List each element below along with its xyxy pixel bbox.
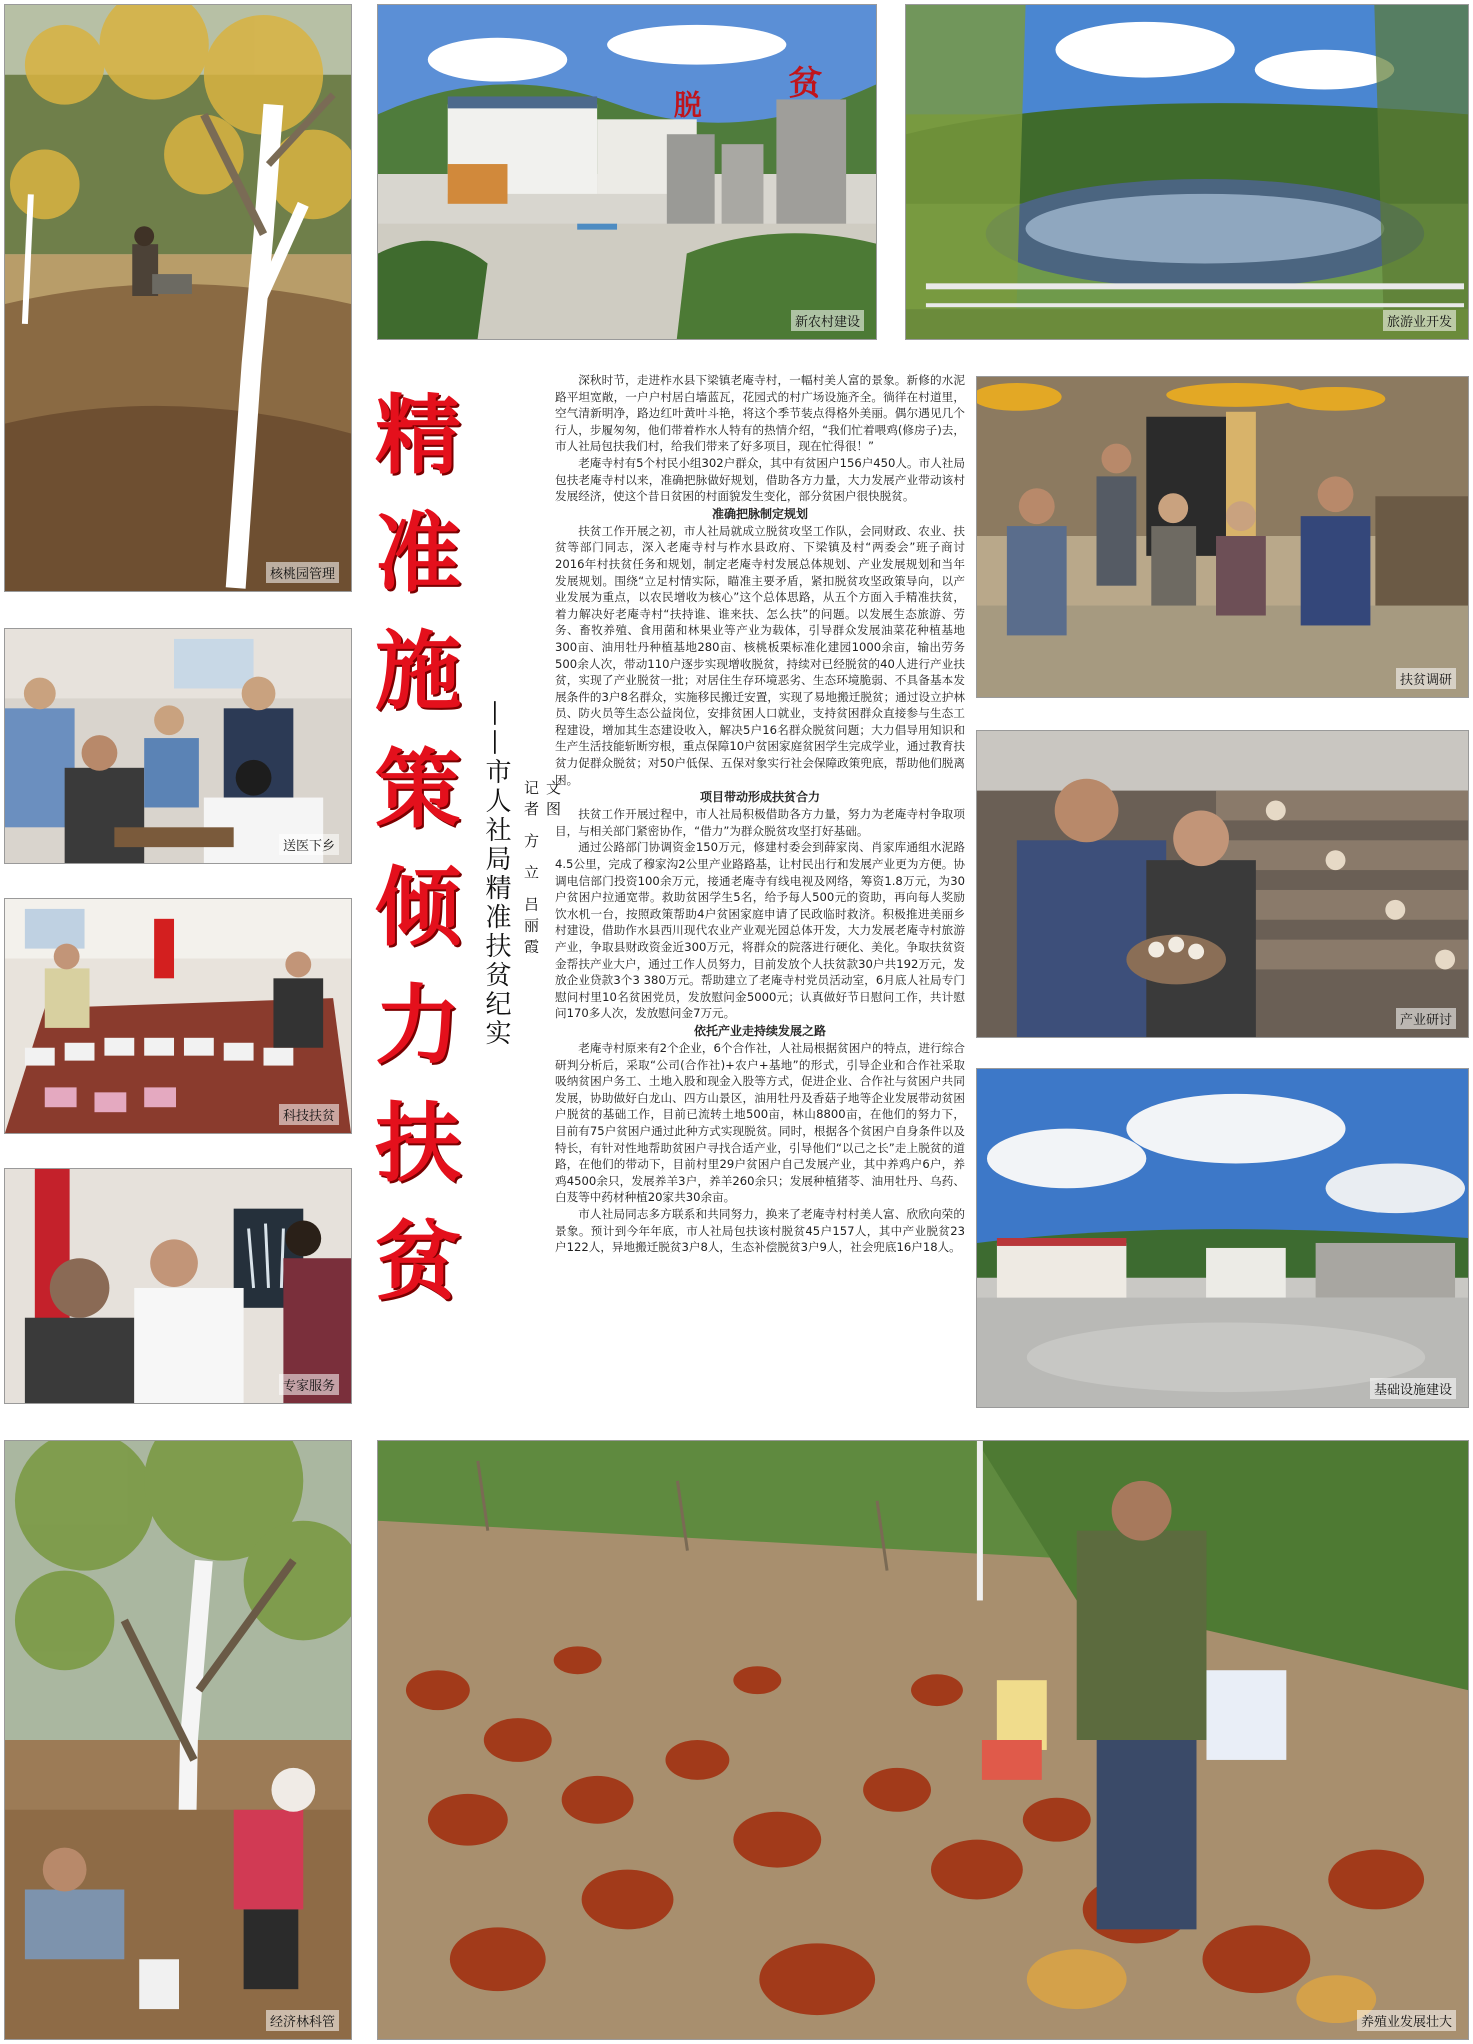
photo-economic-forest [4, 1440, 352, 2040]
photo-expert-service [4, 1168, 352, 1404]
caption-poultry: 养殖业发展壮大 [1357, 2010, 1456, 2031]
article-paragraph: 扶贫工作开展过程中，市人社局积极借助各方力量，努力为老庵寺村争取项目，与相关部门紧密协作，“借力”为群众脱贫攻坚打好基础。 [555, 807, 965, 838]
photo-poultry-farming [377, 1440, 1469, 2040]
mushroom-illustration [977, 731, 1468, 1037]
headline-char: 策 [375, 740, 461, 840]
article-body [555, 372, 965, 1402]
headline-char: 力 [375, 976, 461, 1076]
photo-industry-discussion [976, 730, 1469, 1038]
orchard-illustration [5, 5, 351, 591]
photo-orchard-management [4, 4, 352, 592]
caption-tech: 科技扶贫 [279, 1104, 339, 1125]
article-paragraph: 市人社局同志多方联系和共同努力，换来了老庵寺村村美人富、欣欣向荣的景象。预计到今年年底，市人社局包扶该村脱贫45户157人，其中产业脱贫23户122人，异地搬迁脱贫3户8人，生态补偿脱贫3户9人，社会兜底16户18人。 [555, 1206, 965, 1255]
headline-char: 准 [375, 504, 461, 604]
caption-orchard: 核桃园管理 [266, 562, 339, 583]
caption-infrastructure: 基础设施建设 [1370, 1378, 1456, 1399]
headline-char: 贫 [375, 1212, 461, 1312]
headline-char: 扶 [375, 1094, 461, 1194]
article-paragraph: 深秋时节，走进柞水县下梁镇老庵寺村，一幅村美人富的景象。新修的水泥路平坦宽敞，一户户村居白墙蓝瓦，花园式的村广场设施齐全。徜徉在村道里，空气清新明净，路边红叶黄叶斗艳，将这个季节装点得格外美丽。偶尔遇见几个行人，步履匆匆，他们带着柞水人特有的热情介绍，“我们忙着喂鸡(修房子)去，市人社局包扶我们村，给我们带来了好多项目，现在忙得很！” [555, 373, 965, 454]
subtitle: ——市人社局精准扶贫纪实 [481, 700, 511, 1048]
caption-mushroom: 产业研讨 [1396, 1008, 1456, 1029]
headline [370, 388, 490, 1332]
article-paragraph: 通过公路部门协调资金150万元，修建村委会到薛家岗、肖家库通组水泥路4.5公里，完成了穆家沟2公里产业路路基，让村民出行和发展产业更为方便。协调电信部门投资100余万元，接通老庵寺有线电视及网络，筹资1.8万元，为30户贫困户拉通宽带。救助贫困学生5名，给予每人500元的资助，再向每人奖励饮水机一台，按照政策帮助4户贫困家庭申请了民政临时救济。积极推进美丽乡村建设，借助作水县西川现代农业产业观光园总体开发，大力发展老庵寺村旅游产业，争取县财政资金近300万元，将群众的院落进行硬化、美化。争取扶贫资金帮扶产业大户，通过工作人员努力，目前发放个人扶贫款30户共192万元，发放企业贷款3个3 380万元。帮助建立了老庵寺村党员活动室，6月底人社局专门慰问村里10名贫困党员，发放慰问金5000元；认真做好节日慰问工作，共计慰问170多人次，发放慰问金7万元。 [555, 840, 965, 1021]
poultry-illustration [378, 1441, 1468, 2039]
photo-poverty-survey [976, 376, 1469, 698]
sign-char-1: 脱 [673, 88, 702, 122]
tourism-illustration [906, 5, 1468, 339]
section-heading: 项目带动形成扶贫合力 [699, 790, 820, 805]
article-paragraph: 老庵寺村有5个村民小组302户群众，其中有贫困户156户450人。市人社局包扶老庵寺村以来，准确把脉做好规划，借助各方力量，大力发展产业带动该村发展经济，使这个昔日贫困的村面貌发生变化，部分贫困户很快脱贫。 [555, 455, 965, 504]
tech-illustration [5, 899, 351, 1133]
photo-tech-poverty-relief [4, 898, 352, 1134]
sign-char-2: 贫 [788, 63, 823, 103]
survey-illustration [977, 377, 1468, 697]
section-heading: 准确把脉制定规划 [711, 506, 808, 521]
caption-tourism: 旅游业开发 [1383, 310, 1456, 331]
article-paragraph: 扶贫工作开展之初，市人社局就成立脱贫攻坚工作队，会同财政、农业、扶贫等部门同志，深入老庵寺村与柞水县政府、下梁镇及村“两委会”班子商讨2016年村扶贫任务和规划，制定老庵寺村发展总体规划、产业发展规划和当年发展规划。围绕“立足村情实际，瞄准主要矛盾，紧扣脱贫攻坚政策导向，以产业发展为重点，以农民增收为核心”这个总体思路，从五个方面入手精准扶贫，着力解决好老庵寺村“扶持谁、谁来扶、怎么扶”的问题。以发展生态旅游、劳务、畜牧养殖、食用菌和林果业等产业为载体，引导群众发展油菜花种植基地300亩、油用牡丹种植基地280亩、核桃板栗标准化建园1000余亩，输出劳务500余人次，带动110户逐步实现增收脱贫，持续对已经脱贫的40人进行产业扶贫，实现了产业脱贫一批；对居住生存环境恶劣、生态环境脆弱、不具备基本发展条件的3户8名群众，实施移民搬迁安置，实现了易地搬迁脱贫；通过设立护林员、防火员等生态公益岗位，安排贫困人口就业，支持贫困群众直接参与生态工程建设，增加其生态建设收入，解决5户16名群众脱贫问题；大力倡导用知识和生产生活技能斩断穷根，重点保障10户贫困家庭贫困学生完成学业，通过教育扶贫力促群众脱贫；对50户低保、五保对象实行社会保障政策兜底，帮助他们脱离困。 [555, 523, 965, 787]
byline-authors: 记者 方 立 吕丽霞 [522, 780, 540, 960]
photo-doctor-visit [4, 628, 352, 864]
photo-infrastructure [976, 1068, 1469, 1408]
doctor-illustration [5, 629, 351, 863]
byline-label: 文图 [544, 780, 562, 822]
photo-new-village [377, 4, 877, 340]
headline-char: 倾 [375, 858, 461, 958]
village-illustration [378, 5, 876, 339]
caption-forest: 经济林科管 [266, 2010, 339, 2031]
infrastructure-illustration [977, 1069, 1468, 1407]
caption-doctor: 送医下乡 [279, 834, 339, 855]
article-paragraph: 老庵寺村原来有2个企业，6个合作社，人社局根据贫困户的特点，进行综合研判分析后，采取“公司(合作社)+农户+基地”的形式，引导企业和合作社采取吸纳贫困户务工、土地入股和现金入股等方式，促进企业、合作社与贫困户共同发展，协助做好白龙山、四方山景区，油用牡丹及香菇子地等企业发展带动贫困户脱贫的基础工作，目前已流转土地500亩，林山8800亩，在他们的努力下，目前有75户贫困户通过此种方式实现脱贫。同时，根据各个贫困户自身条件以及特长，有针对性地帮助贫困户寻找合适产业，引导他们“以己之长”走上脱贫的道路，在他们的带动下，目前村里29户贫困户自己发展产业，其中养鸡户6户，养鸡4500余只，发展养羊3户，养羊260余只；发展种植猪苓、油用牡丹、乌药、白芨等中药材种植20家共30余亩。 [555, 1040, 965, 1205]
forest-illustration [5, 1441, 351, 2039]
caption-expert: 专家服务 [279, 1374, 339, 1395]
expert-illustration [5, 1169, 351, 1403]
headline-char: 精 [375, 386, 461, 486]
section-heading: 依托产业走持续发展之路 [693, 1023, 826, 1038]
caption-survey: 扶贫调研 [1396, 668, 1456, 689]
caption-village: 新农村建设 [791, 310, 864, 331]
headline-char: 施 [375, 622, 461, 722]
photo-tourism [905, 4, 1469, 340]
